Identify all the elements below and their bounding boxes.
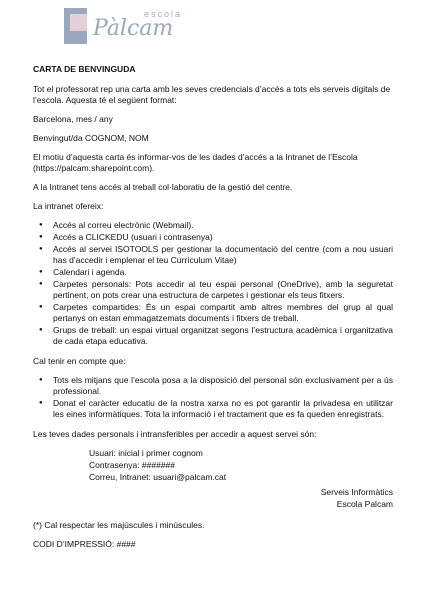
access-paragraph: A la Intranet tens accés al treball col·laboratiu de la gestió del centre.: [33, 182, 293, 192]
credential-email: Correu, Intranet: usuari@palcam.cat: [89, 472, 227, 482]
greeting: Benvingut/da COGNOM, NOM: [33, 133, 149, 143]
print-code: CODI D’IMPRESSIÓ: ####: [33, 539, 136, 549]
signature-block: [33, 487, 393, 510]
offers-heading: La intranet ofereix:: [33, 201, 104, 211]
letter-body: [33, 64, 393, 558]
logo-mark: [64, 8, 87, 44]
purpose-paragraph: El motiu d’aquesta carta és informar-vos de les dades d’accés a la Intranet de l’Escola (https://palcam.sharepoint.com).: [33, 152, 358, 173]
credential-password: Contrasenya: #######: [89, 460, 176, 470]
intro-paragraph: Tot el professorat rep una carta amb les seves credencials d’accés a tots els serveis digitals de l’escola. Aquesta té el següent format:: [33, 84, 391, 105]
place-date: Barcelona, mes / any: [33, 114, 113, 124]
footnote: (*) Cal respectar les majúscules i minúscules.: [33, 520, 205, 530]
logo-small-text: escola: [144, 9, 183, 19]
list-item: ● Accés a CLICKEDU (usuari i contrasenya): [53, 232, 393, 243]
signature-line-1: Serveis Informàtics: [320, 487, 393, 497]
list-item: ● Grups de treball: un espai virtual organitzat segons l’estructura acadèmica i organitzativa de cada etapa educativa.: [53, 325, 393, 347]
list-item: ● Donat el caràcter educatiu de la nostra xarxa no es pot garantir la privadesa en utilitzar les eines informàtiques. Tota la informació i el tractament que es fa queden enregistrats.: [53, 398, 393, 420]
credentials-block: [33, 448, 393, 483]
credential-user: Usuari: inicial i primer cognom: [89, 448, 203, 458]
list-item: ● Carpetes personals: Pots accedir al teu espai personal (OneDrive), amb la seguretat pertinent, on pots crear una estructura de carpetes i gestionar els teus fitxers.: [53, 279, 393, 301]
logo-big-text: Pàlcam: [93, 16, 174, 41]
letter-title: CARTA DE BENVINGUDA: [33, 64, 136, 74]
list-item: ● Accés al correu electrònic (Webmail).: [53, 220, 393, 231]
data-heading: Les teves dades personals i intransferibles per accedir a aquest servei són:: [33, 429, 317, 439]
list-item: ● Carpetes compartides: És un espai compartit amb altres membres del grup al qual pertanys on estan emmagatzemats documents i fitxers de treball.: [53, 302, 393, 324]
offers-list: [33, 220, 393, 347]
notes-heading: Cal tenir en compte que:: [33, 356, 126, 366]
list-item: ● Calendari i agenda.: [53, 267, 393, 278]
list-item: ● Tots els mitjans que l’escola posa a la disposició del personal són exclusivament per a ús professional.: [53, 375, 393, 397]
list-item: ● Accés al servei ISOTOOLS per gestionar la documentació del centre (com a nou usuari has d’accedir i emplenar el teu Currículum Vitae): [53, 244, 393, 266]
notes-list: [33, 375, 393, 420]
signature-line-2: Escola Palcam: [336, 499, 393, 509]
school-logo: [64, 8, 194, 46]
